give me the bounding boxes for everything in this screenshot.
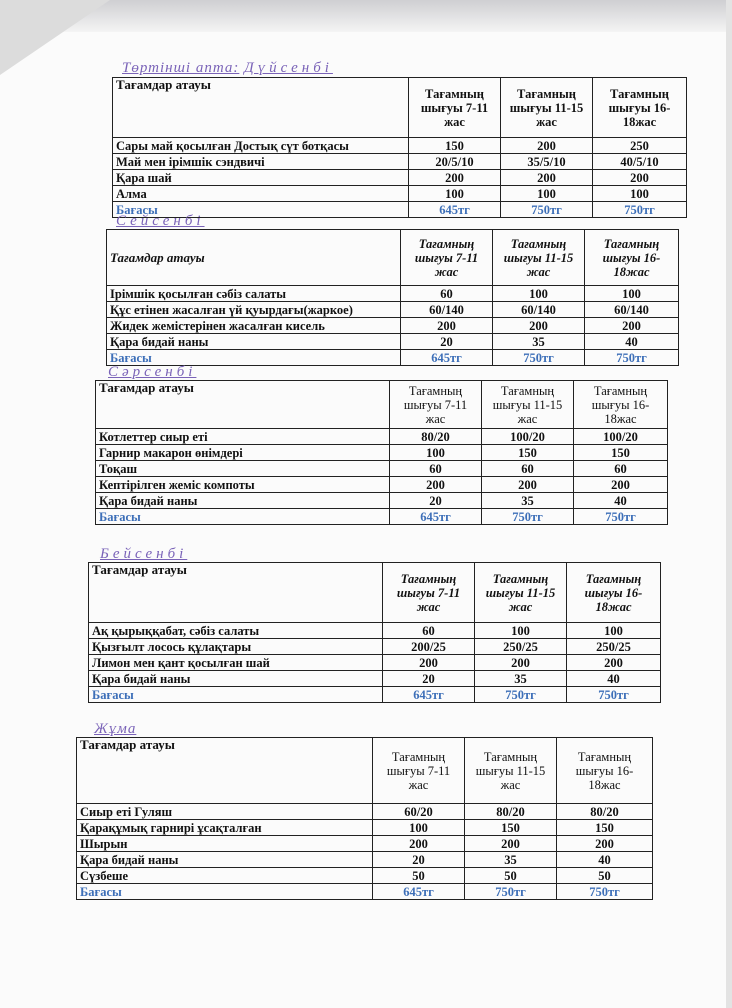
price-label: Бағасы <box>113 202 409 218</box>
portion-7-11: 60 <box>383 623 475 639</box>
portion-16-18: 200 <box>567 655 661 671</box>
portion-16-18: 200 <box>557 836 653 852</box>
dish-name: Кептірілген жеміс компоты <box>96 477 390 493</box>
column-header-16-18: Тағамның шығуы 16-18жас <box>557 738 653 804</box>
portion-16-18: 80/20 <box>557 804 653 820</box>
portion-11-15: 200 <box>501 170 593 186</box>
portion-7-11: 200 <box>390 477 482 493</box>
price-16-18: 750тг <box>557 884 653 900</box>
portion-16-18: 40 <box>574 493 668 509</box>
column-header-11-15: Тағамның шығуы 11-15 жас <box>482 381 574 429</box>
column-header-11-15: Тағамның шығуы 11-15 жас <box>475 563 567 623</box>
portion-7-11: 200/25 <box>383 639 475 655</box>
price-row <box>89 687 661 703</box>
portion-11-15: 200 <box>501 138 593 154</box>
price-11-15: 750тг <box>465 884 557 900</box>
column-header-dish: Тағамдар атауы <box>96 381 390 429</box>
portion-7-11: 200 <box>409 170 501 186</box>
price-11-15: 750тг <box>493 350 585 366</box>
portion-11-15: 100 <box>493 286 585 302</box>
portion-7-11: 200 <box>383 655 475 671</box>
portion-11-15: 35 <box>482 493 574 509</box>
portion-16-18: 100 <box>593 186 687 202</box>
dish-name: Жидек жемістерінен жасалған кисель <box>107 318 401 334</box>
table-row <box>77 868 653 884</box>
price-11-15: 750тг <box>501 202 593 218</box>
dish-name: Алма <box>113 186 409 202</box>
table-row <box>77 836 653 852</box>
day-heading-friday <box>94 721 136 738</box>
dish-name: Қара бидай наны <box>107 334 401 350</box>
dish-name: Құс етінен жасалған үй қуырдағы(жаркое) <box>107 302 401 318</box>
price-16-18: 750тг <box>567 687 661 703</box>
portion-7-11: 20 <box>373 852 465 868</box>
dish-name: Қара шай <box>113 170 409 186</box>
table-row <box>96 493 668 509</box>
portion-11-15: 80/20 <box>465 804 557 820</box>
table-row <box>107 302 679 318</box>
dish-name: Лимон мен қант қосылған шай <box>89 655 383 671</box>
table-row <box>107 334 679 350</box>
dish-name: Сиыр еті Гуляш <box>77 804 373 820</box>
portion-7-11: 200 <box>401 318 493 334</box>
portion-7-11: 20/5/10 <box>409 154 501 170</box>
day-title-tuesday: Сейсенбі <box>116 213 205 229</box>
table-header-row <box>107 230 679 286</box>
dish-name: Сары май қосылған Достық сүт ботқасы <box>113 138 409 154</box>
price-label: Бағасы <box>89 687 383 703</box>
portion-7-11: 150 <box>409 138 501 154</box>
portion-11-15: 50 <box>465 868 557 884</box>
portion-7-11: 20 <box>390 493 482 509</box>
portion-11-15: 200 <box>493 318 585 334</box>
portion-11-15: 150 <box>465 820 557 836</box>
price-row <box>96 509 668 525</box>
column-header-dish: Тағамдар атауы <box>113 78 409 138</box>
price-label: Бағасы <box>96 509 390 525</box>
table-row <box>113 170 687 186</box>
portion-11-15: 100/20 <box>482 429 574 445</box>
day-heading-wednesday <box>108 364 196 381</box>
table-row <box>107 286 679 302</box>
portion-11-15: 100 <box>475 623 567 639</box>
price-7-11: 645тг <box>373 884 465 900</box>
portion-16-18: 200 <box>574 477 668 493</box>
portion-7-11: 20 <box>401 334 493 350</box>
portion-11-15: 150 <box>482 445 574 461</box>
portion-16-18: 100/20 <box>574 429 668 445</box>
price-16-18: 750тг <box>574 509 668 525</box>
price-11-15: 750тг <box>475 687 567 703</box>
column-header-7-11: Тағамның шығуы 7-11 жас <box>390 381 482 429</box>
portion-11-15: 35 <box>465 852 557 868</box>
portion-16-18: 40 <box>557 852 653 868</box>
portion-16-18: 250/25 <box>567 639 661 655</box>
column-header-16-18: Тағамның шығуы 16-18жас <box>585 230 679 286</box>
portion-7-11: 100 <box>390 445 482 461</box>
portion-11-15: 35/5/10 <box>501 154 593 170</box>
dish-name: Ірімшік қосылған сәбіз салаты <box>107 286 401 302</box>
menu-table-monday <box>112 77 687 218</box>
column-header-7-11: Тағамның шығуы 7-11 жас <box>401 230 493 286</box>
portion-11-15: 60 <box>482 461 574 477</box>
price-7-11: 645тг <box>409 202 501 218</box>
portion-11-15: 200 <box>482 477 574 493</box>
table-row <box>89 655 661 671</box>
dish-name: Май мен ірімшік сэндвичі <box>113 154 409 170</box>
portion-11-15: 35 <box>475 671 567 687</box>
price-row <box>77 884 653 900</box>
table-row <box>89 639 661 655</box>
portion-16-18: 200 <box>593 170 687 186</box>
price-11-15: 750тг <box>482 509 574 525</box>
portion-16-18: 200 <box>585 318 679 334</box>
day-heading-thursday <box>100 546 187 563</box>
table-row <box>96 477 668 493</box>
portion-11-15: 200 <box>465 836 557 852</box>
dish-name: Сүзбеше <box>77 868 373 884</box>
column-header-7-11: Тағамның шығуы 7-11 жас <box>383 563 475 623</box>
day-heading-tuesday <box>116 213 205 230</box>
table-row <box>77 820 653 836</box>
week-heading <box>122 60 333 77</box>
scan-right-edge <box>726 0 732 1008</box>
table-row <box>107 318 679 334</box>
table-header-row <box>89 563 661 623</box>
portion-7-11: 60 <box>401 286 493 302</box>
column-header-11-15: Тағамның шығуы 11-15 жас <box>501 78 593 138</box>
portion-11-15: 60/140 <box>493 302 585 318</box>
table-row <box>77 804 653 820</box>
column-header-11-15: Тағамның шығуы 11-15 жас <box>493 230 585 286</box>
column-header-dish: Тағамдар атауы <box>89 563 383 623</box>
dish-name: Ақ қырыққабат, сәбіз салаты <box>89 623 383 639</box>
portion-16-18: 50 <box>557 868 653 884</box>
column-header-dish: Тағамдар атауы <box>107 230 401 286</box>
portion-16-18: 60/140 <box>585 302 679 318</box>
portion-11-15: 100 <box>501 186 593 202</box>
week-label: Төртінші апта: <box>122 60 240 76</box>
price-7-11: 645тг <box>401 350 493 366</box>
dish-name: Қара бидай наны <box>77 852 373 868</box>
table-header-row <box>96 381 668 429</box>
column-header-7-11: Тағамның шығуы 7-11 жас <box>373 738 465 804</box>
dish-name: Котлеттер сиыр еті <box>96 429 390 445</box>
portion-7-11: 60 <box>390 461 482 477</box>
day-title-friday: Жұма <box>94 721 137 737</box>
portion-11-15: 35 <box>493 334 585 350</box>
dish-name: Тоқаш <box>96 461 390 477</box>
column-header-16-18: Тағамның шығуы 16-18жас <box>593 78 687 138</box>
portion-11-15: 250/25 <box>475 639 567 655</box>
dish-name: Қара бидай наны <box>89 671 383 687</box>
table-row <box>89 671 661 687</box>
portion-16-18: 60 <box>574 461 668 477</box>
portion-7-11: 100 <box>373 820 465 836</box>
dish-name: Қарақұмық гарнирі ұсақталған <box>77 820 373 836</box>
table-row <box>77 852 653 868</box>
dish-name: Қара бидай наны <box>96 493 390 509</box>
price-16-18: 750тг <box>593 202 687 218</box>
day-title-wednesday: Сәрсенбі <box>108 364 197 380</box>
table-row <box>96 461 668 477</box>
dish-name: Гарнир макарон өнімдері <box>96 445 390 461</box>
menu-table-friday <box>76 737 653 900</box>
price-7-11: 645тг <box>390 509 482 525</box>
price-label: Бағасы <box>77 884 373 900</box>
portion-16-18: 100 <box>585 286 679 302</box>
table-row <box>113 154 687 170</box>
column-header-dish: Тағамдар атауы <box>77 738 373 804</box>
price-7-11: 645тг <box>383 687 475 703</box>
portion-16-18: 250 <box>593 138 687 154</box>
day-title-monday: Дүйсенбі <box>244 60 333 76</box>
portion-7-11: 100 <box>409 186 501 202</box>
portion-11-15: 200 <box>475 655 567 671</box>
table-row <box>113 186 687 202</box>
portion-16-18: 40 <box>567 671 661 687</box>
table-row <box>89 623 661 639</box>
table-header-row <box>77 738 653 804</box>
table-row <box>96 445 668 461</box>
portion-7-11: 60/20 <box>373 804 465 820</box>
portion-16-18: 40/5/10 <box>593 154 687 170</box>
column-header-16-18: Тағамның шығуы 16-18жас <box>567 563 661 623</box>
portion-7-11: 20 <box>383 671 475 687</box>
menu-table-wednesday <box>95 380 668 525</box>
table-row <box>113 138 687 154</box>
portion-7-11: 60/140 <box>401 302 493 318</box>
folded-corner <box>0 0 110 75</box>
dish-name: Шырын <box>77 836 373 852</box>
column-header-7-11: Тағамның шығуы 7-11 жас <box>409 78 501 138</box>
day-title-thursday: Бейсенбі <box>100 546 188 562</box>
portion-16-18: 150 <box>557 820 653 836</box>
column-header-16-18: Тағамның шығуы 16-18жас <box>574 381 668 429</box>
portion-16-18: 150 <box>574 445 668 461</box>
price-16-18: 750тг <box>585 350 679 366</box>
price-label: Бағасы <box>107 350 401 366</box>
portion-16-18: 40 <box>585 334 679 350</box>
portion-16-18: 100 <box>567 623 661 639</box>
menu-table-thursday <box>88 562 661 703</box>
dish-name: Қызғылт лосось құлақтары <box>89 639 383 655</box>
column-header-11-15: Тағамның шығуы 11-15 жас <box>465 738 557 804</box>
table-header-row <box>113 78 687 138</box>
portion-7-11: 80/20 <box>390 429 482 445</box>
portion-7-11: 200 <box>373 836 465 852</box>
table-row <box>96 429 668 445</box>
portion-7-11: 50 <box>373 868 465 884</box>
menu-table-tuesday <box>106 229 679 366</box>
